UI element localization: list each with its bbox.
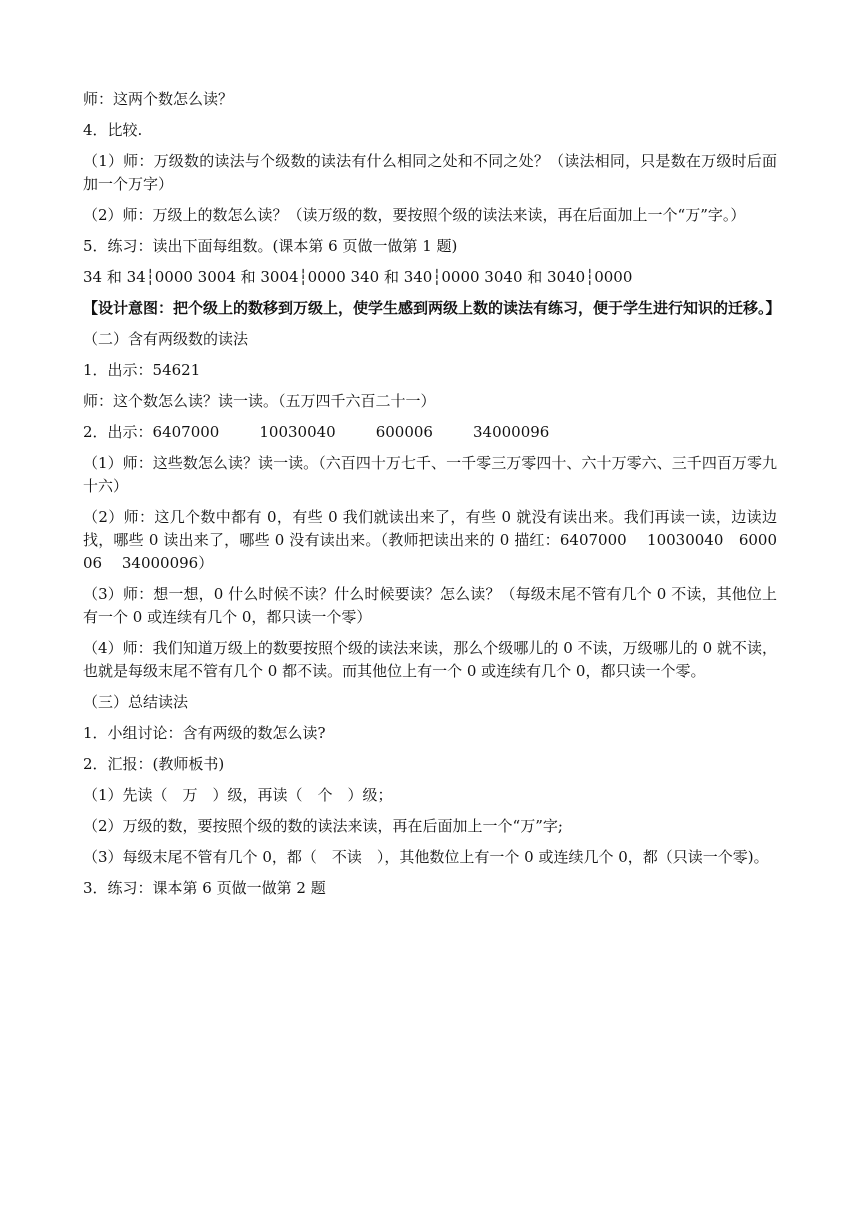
step-5-exercise: 5．练习：读出下面每组数。(课本第 6 页做一做第 1 题) — [83, 237, 458, 255]
section-3-heading: （三）总结读法 — [83, 693, 189, 711]
read-item-2: （2）师：这几个数中都有 0，有些 0 我们就读出来了，有些 0 就没有读出来。我们再读一读，边读边找，哪些 0 读出来了，哪些 0 没有读出来。（教师把读出来的 0 描红：6407000 10030040 600006 34000096） — [83, 508, 777, 572]
read-item-3: （3）师：想一想，0 什么时候不读？什么时候要读？怎么读？（每级末尾不管有几个 0 不读，其他位上有一个 0 或连续有几个 0，都只读一个零） — [83, 585, 777, 626]
rule-item-3: （3）每级末尾不管有几个 0，都（ 不读 ），其他数位上有一个 0 或连续几个 0，都（只读一个零)。 — [83, 848, 769, 866]
section-2-heading: （二）含有两级数的读法 — [83, 330, 249, 348]
read-item-4: （4）师：我们知道万级上的数要按照个级的读法来读，那么个级哪儿的 0 不读，万级哪儿的 0 就不读，也就是每级末尾不管有几个 0 都不读。而其他位上有一个 0 或连续有几个 0，都只读一个零。 — [83, 639, 777, 680]
compare-item-1: （1）师：万级数的读法与个级数的读法有什么相同之处和不同之处？（读法相同，只是数在万级时后面加一个万字） — [83, 152, 777, 193]
rule-item-2: （2）万级的数，要按照个级的数的读法来读，再在后面加上一个“万”字; — [83, 817, 563, 835]
practice-line: 3．练习：课本第 6 页做一做第 2 题 — [83, 879, 326, 897]
teacher-read-line: 师：这个数怎么读？读一读。（五万四千六百二十一） — [83, 392, 436, 410]
group-discussion-line: 1．小组讨论：含有两级的数怎么读? — [83, 724, 326, 742]
number-6407000: 6407000 — [152, 423, 220, 441]
step-4-heading: 4．比较. — [83, 121, 143, 139]
teacher-question-line: 师：这两个数怎么读？ — [83, 90, 234, 108]
report-line: 2．汇报：(教师板书) — [83, 755, 225, 773]
design-intent-note: 【设计意图：把个级上的数移到万级上，使学生感到两级上数的读法有练习，便于学生进行知识的迁移。】 — [83, 299, 781, 317]
show-numbers-2 — [83, 421, 777, 444]
document-page — [83, 88, 781, 908]
show-number-1: 1．出示：54621 — [83, 361, 201, 379]
compare-item-2: （2）师：万级上的数怎么读？（读万级的数，要按照个级的读法来读，再在后面加上一个“万”字。） — [83, 206, 746, 224]
number-34000096: 34000096 — [472, 423, 550, 441]
number-10030040: 10030040 — [259, 423, 336, 441]
read-item-1: （1）师：这些数怎么读？读一读。（六百四十万七千、一千零三万零四十、六十万零六、三千四百万零九十六） — [83, 454, 777, 495]
number-600006: 600006 — [375, 423, 433, 441]
rule-item-1: （1）先读（ 万 ）级，再读（ 个 ）级； — [83, 786, 393, 804]
number-pairs-line: 34 和 34┆0000 3004 和 3004┆0000 340 和 340┆0000 3040 和 3040┆0000 — [83, 268, 633, 286]
show-numbers-prefix: 2．出示： — [83, 423, 153, 441]
